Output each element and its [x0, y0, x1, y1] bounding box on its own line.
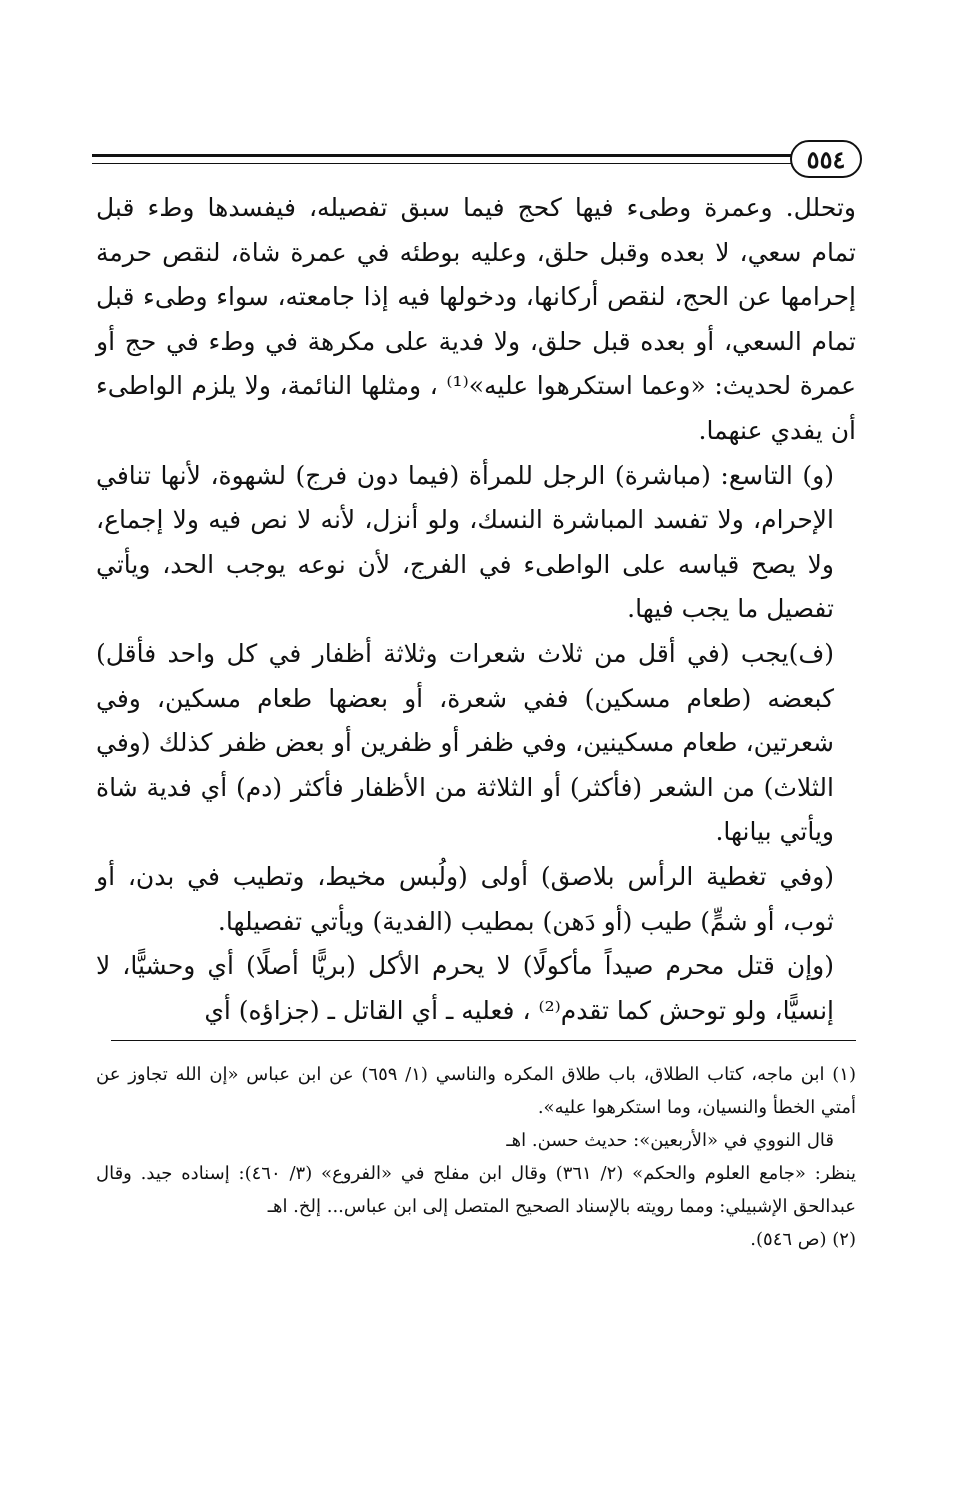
paragraph-1: وتحلل. وعمرة وطىء فيها كحج فيما سبق تفصيله، فيفسدها وطء قبل تمام سعي، لا بعده وقبل حلق، وعليه بوطئه في عمرة شاة، لنقص حرمة إحرامها عن الحج، لنقص أركانها، ودخولها فيه إذا جامعته، سواء وطىء قبل تمام السعي، أو بعده قبل حلق، ولا فدية على مكرهة في وطء في حج أو عمرة لحديث: «وعما استكرهوا عليه»⁽¹⁾ ، ومثلها النائمة، ولا يلزم الواطىء أن يفدي عنهما.: [96, 193, 856, 445]
main-text: [96, 186, 856, 1033]
footnote-1-note-a: قال النووي في «الأربعين»: حديث حسن. اهـ: [506, 1130, 834, 1151]
footnote-2: (٢) (ص ٥٤٦).: [750, 1229, 856, 1250]
header-rule: [92, 154, 794, 164]
paragraph-5: (وإن قتل محرم صيداً مأكولًا) لا يحرم الأكل (بريًّا أصلًا) أي وحشيًّا، لا إنسيًّا، ولو توحش كما تقدم⁽²⁾ ، فعليه ـ أي القاتل ـ (جزاؤه) أي: [96, 951, 834, 1025]
paragraph-3: (ف)يجب (في أقل من ثلاث شعرات وثلاثة أظفار في كل واحد فأقل) كبعضه (طعام مسكين) ففي شعرة، أو بعضها طعام مسكين، وفي شعرتين، طعام مسكينين، وفي ظفر أو ظفرين أو بعض ظفر كذلك (وفي الثلاث) من الشعر (فأكثر) أو الثلاثة من الأظفار فأكثر (دم) أي فدية شاة ويأتي بيانها.: [96, 638, 834, 847]
footnote-1: (١) ابن ماجه، كتاب الطلاق، باب طلاق المكره والناسي (١/ ٦٥٩) عن ابن عباس «إن الله تجاوز عن أمتي الخطأ والنسيان، وما استكرهوا عليه».: [96, 1064, 856, 1118]
page-header: [92, 140, 862, 180]
paragraph-2: (و) التاسع: (مباشرة) الرجل للمرأة (فيما دون فرج) لشهوة، لأنها تنافي الإحرام، ولا تفسد المباشرة النسك، ولو أنزل، لأنه لا نص فيه ولا إجماع، ولا يصح قياسه على الواطىء في الفرج، لأن نوعه يوجب الحد، ويأتي تفصيل ما يجب فيها.: [96, 460, 834, 624]
paragraph-4: (وفي تغطية الرأس بلاصق) أولى (ولُبس مخيط، وتطيب في بدن، أو ثوب، أو شمٍّ) طيب (أو دَهن) بمطيب (الفدية) ويأتي تفصيلها.: [96, 861, 834, 936]
footnote-1-note-b: ينظر: «جامع العلوم والحكم» (٢/ ٣٦١) وقال ابن مفلح في «الفروع» (٣/ ٤٦٠): إسناده جيد. وقال عبدالحق الإشبيلي: ومما رويته بالإسناد الصحيح المتصل إلى ابن عباس... إلخ. اهـ: [96, 1163, 856, 1217]
footnotes: [96, 1058, 856, 1256]
page-number: ٥٥٤: [790, 140, 862, 178]
footnote-separator: [111, 1040, 856, 1041]
